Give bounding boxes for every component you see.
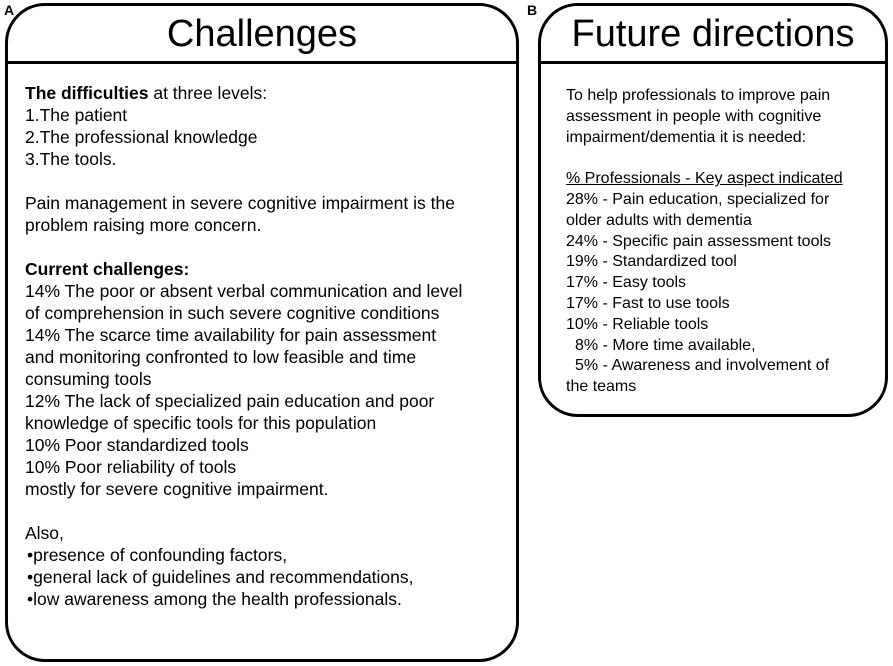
future-directions-title: Future directions [571, 13, 855, 55]
intro-line: assessment in people with cognitive [566, 107, 822, 125]
challenges-panel [5, 3, 519, 662]
level-item: 2.The professional knowledge [25, 127, 258, 147]
bullet-text: general lack of guidelines and recommendations, [33, 567, 414, 587]
bullet-text: presence of confounding factors, [33, 545, 288, 565]
intro-line: To help professionals to improve pain [566, 87, 831, 104]
aspect-line: 19% - Standardized tool [566, 253, 737, 271]
bullet-icon: • [27, 589, 34, 609]
panel-a-letter: A [4, 2, 15, 18]
future-directions-title-divider [541, 61, 885, 64]
challenges-title: Challenges [166, 13, 358, 55]
panel-b-letter: B [527, 2, 538, 18]
challenges-content [25, 82, 462, 610]
management-line: problem raising more concern. [25, 215, 262, 235]
challenge-line: of comprehension in such severe cognitive conditions [25, 303, 440, 323]
aspects-header: % Professionals - Key aspect indicated [566, 170, 843, 188]
difficulties-rest: at three levels: [148, 83, 268, 103]
challenge-line: consuming tools [25, 369, 152, 389]
aspect-line: 28% - Pain education, specialized for [566, 190, 830, 208]
current-challenges-heading: Current challenges: [25, 259, 190, 279]
future-directions-panel [538, 3, 888, 417]
aspect-line: older adults with dementia [566, 211, 752, 229]
challenge-line: mostly for severe cognitive impairment. [25, 479, 329, 499]
challenge-line: and monitoring confronted to low feasible and time [25, 347, 417, 367]
challenge-line: 10% Poor reliability of tools [25, 457, 237, 477]
difficulties-bold: The difficulties [25, 83, 149, 103]
challenge-line: 12% The lack of specialized pain education and poor [25, 391, 435, 411]
challenge-line: 14% The scarce time availability for pain assessment [25, 325, 437, 345]
bullet-item [25, 588, 462, 610]
future-directions-content [566, 86, 843, 398]
aspect-line: 5% - Awareness and involvement of [575, 357, 830, 375]
challenges-title-divider [8, 61, 516, 64]
aspect-line: 17% - Fast to use tools [566, 294, 730, 312]
bullet-item [25, 566, 462, 588]
bullet-icon: • [27, 567, 34, 587]
difficulties-line [25, 82, 462, 104]
bullet-item [25, 544, 462, 566]
management-line: Pain management in severe cognitive impairment is the [25, 193, 455, 213]
challenge-line: knowledge of specific tools for this population [25, 413, 377, 433]
challenge-line: 14% The poor or absent verbal communication and level [25, 281, 463, 301]
aspect-line: the teams [566, 378, 637, 396]
aspect-line: 24% - Specific pain assessment tools [566, 232, 832, 250]
also-label: Also, [25, 523, 64, 543]
aspect-line: 17% - Easy tools [566, 274, 687, 292]
level-item: 3.The tools. [25, 149, 117, 169]
bullet-text: low awareness among the health professionals. [33, 589, 402, 609]
intro-line: impairment/dementia it is needed: [566, 128, 807, 146]
challenge-line: 10% Poor standardized tools [25, 435, 249, 455]
aspect-line: 10% - Reliable tools [566, 315, 709, 333]
level-item: 1.The patient [25, 105, 128, 125]
aspect-line: 8% - More time available, [575, 336, 756, 354]
bullet-icon: • [27, 545, 34, 565]
